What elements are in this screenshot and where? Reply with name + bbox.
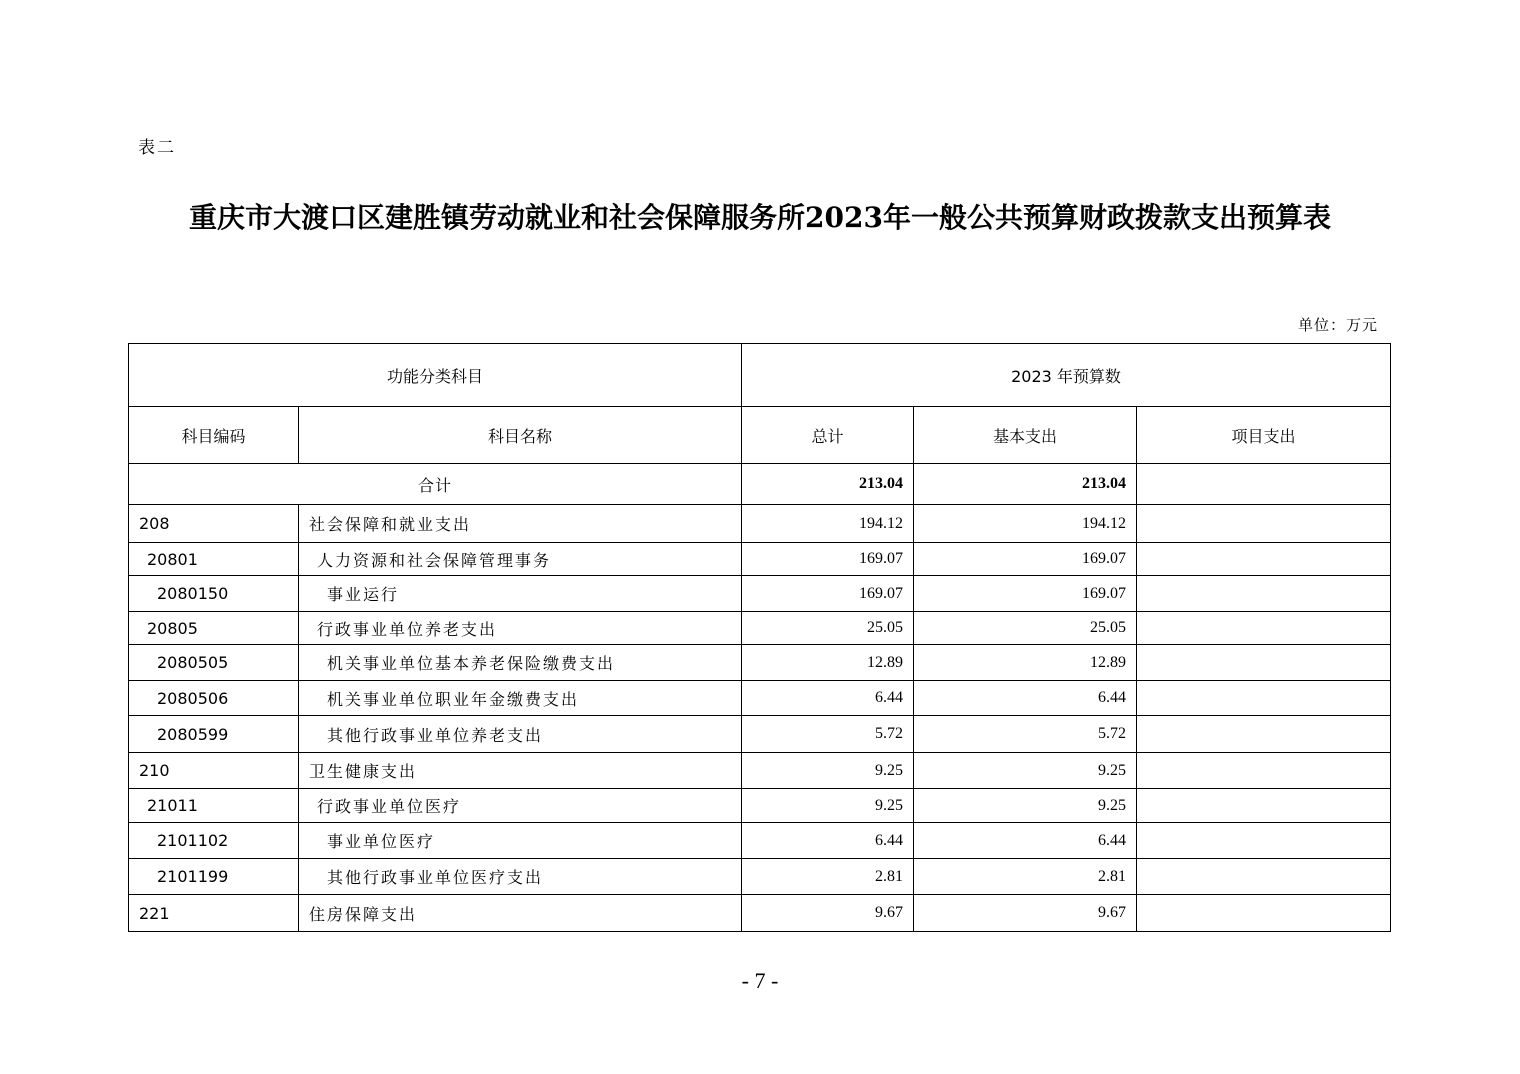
row-total: 25.05 [742,612,914,645]
row-basic: 9.25 [914,753,1137,789]
row-name: 卫生健康支出 [299,753,742,789]
row-name: 事业单位医疗 [299,823,742,859]
page-number: - 7 - [741,968,779,993]
row-name: 机关事业单位基本养老保险缴费支出 [299,645,742,681]
table-row [129,645,1391,681]
row-project [1137,859,1391,895]
total-row [129,464,1391,505]
header-code: 科目编码 [129,407,299,464]
table-row [129,859,1391,895]
row-code: 2080505 [129,645,299,681]
row-total: 9.67 [742,895,914,932]
header-name: 科目名称 [299,407,742,464]
row-project [1137,716,1391,753]
row-total: 9.25 [742,789,914,823]
header-project: 项目支出 [1137,407,1391,464]
table-row [129,789,1391,823]
row-basic: 6.44 [914,823,1137,859]
row-project [1137,823,1391,859]
row-project [1137,576,1391,612]
total-project [1137,464,1391,505]
total-label: 合计 [129,464,742,505]
row-project [1137,681,1391,716]
header-basic: 基本支出 [914,407,1137,464]
row-code: 20805 [129,612,299,645]
row-basic: 169.07 [914,543,1137,576]
header-functional-category: 功能分类科目 [129,344,742,407]
table-row [129,895,1391,932]
row-name: 行政事业单位养老支出 [299,612,742,645]
row-name: 住房保障支出 [299,895,742,932]
header-budget-year: 2023 年预算数 [742,344,1391,407]
row-code: 221 [129,895,299,932]
row-project [1137,895,1391,932]
row-total: 169.07 [742,576,914,612]
total-basic: 213.04 [914,464,1137,505]
row-total: 5.72 [742,716,914,753]
header-row-1 [129,344,1391,407]
row-name: 事业运行 [299,576,742,612]
row-code: 208 [129,505,299,543]
row-name: 其他行政事业单位医疗支出 [299,859,742,895]
row-basic: 5.72 [914,716,1137,753]
row-basic: 9.67 [914,895,1137,932]
row-project [1137,645,1391,681]
row-basic: 194.12 [914,505,1137,543]
row-code: 20801 [129,543,299,576]
header-total: 总计 [742,407,914,464]
row-total: 9.25 [742,753,914,789]
row-name: 行政事业单位医疗 [299,789,742,823]
row-project [1137,505,1391,543]
row-name: 人力资源和社会保障管理事务 [299,543,742,576]
row-total: 6.44 [742,681,914,716]
row-project [1137,789,1391,823]
row-code: 2080150 [129,576,299,612]
table-row [129,716,1391,753]
row-total: 194.12 [742,505,914,543]
row-name: 其他行政事业单位养老支出 [299,716,742,753]
row-code: 2080599 [129,716,299,753]
row-basic: 25.05 [914,612,1137,645]
row-code: 2101102 [129,823,299,859]
row-code: 2101199 [129,859,299,895]
table-row [129,823,1391,859]
row-basic: 9.25 [914,789,1137,823]
table-row [129,505,1391,543]
row-name: 机关事业单位职业年金缴费支出 [299,681,742,716]
table-row [129,576,1391,612]
budget-table [128,343,1391,932]
row-basic: 169.07 [914,576,1137,612]
total-amount: 213.04 [742,464,914,505]
row-basic: 2.81 [914,859,1137,895]
row-code: 2080506 [129,681,299,716]
row-code: 21011 [129,789,299,823]
row-code: 210 [129,753,299,789]
table-row [129,543,1391,576]
row-project [1137,612,1391,645]
table-row [129,681,1391,716]
document-title: 重庆市大渡口区建胜镇劳动就业和社会保障服务所2023年一般公共预算财政拨款支出预算表 [189,201,1331,234]
table-row [129,753,1391,789]
row-basic: 12.89 [914,645,1137,681]
row-total: 12.89 [742,645,914,681]
row-project [1137,543,1391,576]
table-row [129,612,1391,645]
unit-note: 单位：万元 [1297,316,1378,334]
row-total: 2.81 [742,859,914,895]
row-total: 169.07 [742,543,914,576]
header-row-2 [129,407,1391,464]
row-name: 社会保障和就业支出 [299,505,742,543]
row-basic: 6.44 [914,681,1137,716]
row-project [1137,753,1391,789]
row-total: 6.44 [742,823,914,859]
table-label: 表二 [138,138,176,158]
